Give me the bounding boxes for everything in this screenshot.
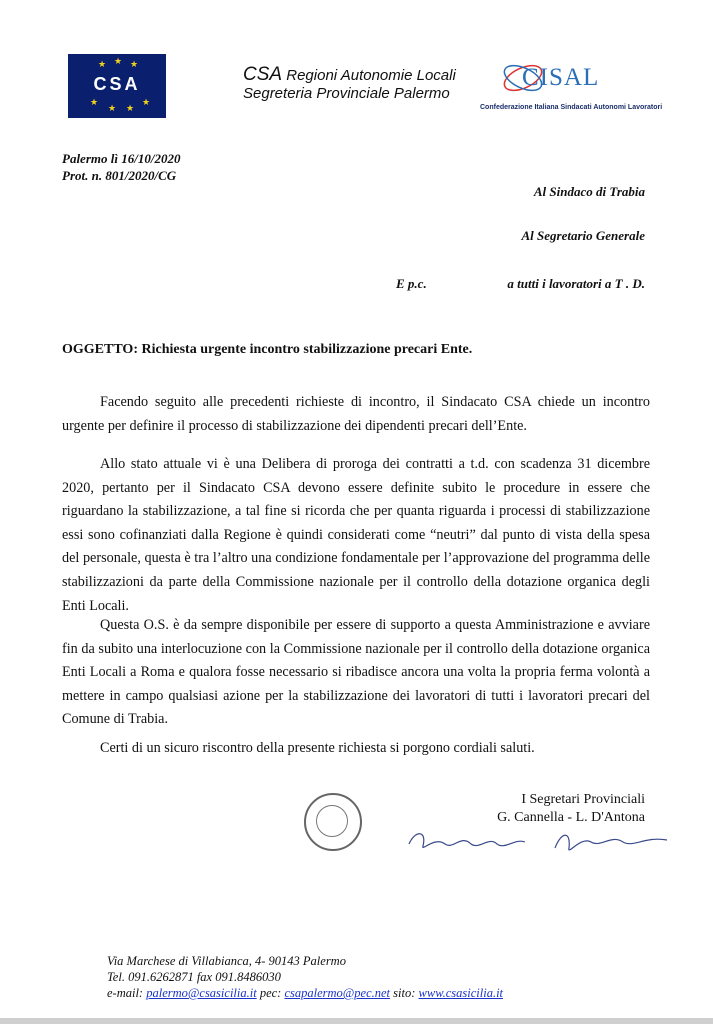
cc-label: E p.c. (396, 276, 427, 291)
org-title: CSA (243, 64, 283, 85)
org-title-rest: Regioni Autonomie Locali (282, 67, 456, 84)
signature-names: G. Cannella - L. D'Antona (497, 810, 645, 825)
body-paragraph-4: Certi di un sicuro riscontro della presente richiesta si porgono cordiali saluti. (100, 740, 535, 756)
star-icon: ★ (130, 59, 139, 69)
date-line: Palermo lì 16/10/2020 (62, 151, 181, 166)
recipient-workers: a tutti i lavoratori a T . D. (507, 276, 645, 291)
footer-address: Via Marchese di Villabianca, 4- 90143 Palermo (107, 954, 346, 968)
body-paragraph-3: Questa O.S. è da sempre disponibile per essere di supporto a questa Amministrazione e avviare fin da subito una interlocuzione con la Commissione nazionale per il controllo della dotazione organica Enti Locali a Roma e qualora fosse necessario si ribadisce ancora una volta la propria ferma volontà a mettere in campo qualsiasi azione per la stabilizzazione dei lavoratori di tutti i lavoratori precari del Comune di Trabia. (62, 617, 650, 728)
star-icon: ★ (108, 103, 117, 113)
csa-logo (68, 54, 166, 118)
subject-line: OGGETTO: Richiesta urgente incontro stabilizzazione precari Ente. (62, 342, 473, 357)
star-icon: ★ (114, 56, 123, 66)
signature-title: I Segretari Provinciali (521, 792, 645, 807)
website-link[interactable]: www.csasicilia.it (418, 986, 504, 1000)
footer-contacts: e-mail: palermo@csasicilia.it pec: csapalermo@pec.net sito: www.csasicilia.it (107, 986, 504, 1000)
page-edge (0, 1018, 713, 1024)
union-stamp (304, 793, 362, 851)
cisal-name: CISAL (522, 64, 600, 91)
recipient-mayor: Al Sindaco di Trabia (533, 184, 645, 199)
letter-meta (62, 150, 180, 184)
cisal-subtitle: Confederazione Italiana Sindacati Autonomi Lavoratori (480, 104, 663, 111)
protocol-line: Prot. n. 801/2020/CG (62, 168, 177, 183)
cisal-logo (478, 52, 668, 116)
email-link[interactable]: palermo@csasicilia.it (146, 986, 257, 1000)
pec-link[interactable]: csapalermo@pec.net (284, 986, 391, 1000)
footer-phone: Tel. 091.6262871 fax 091.8486030 (107, 970, 281, 984)
footer (107, 953, 503, 1001)
star-icon: ★ (90, 97, 99, 107)
star-icon: ★ (126, 103, 135, 113)
recipient-secretary: Al Segretario Generale (521, 228, 645, 243)
body-paragraph-1: Facendo seguito alle precedenti richieste di incontro, il Sindacato CSA chiede un incontro urgente per definire il processo di stabilizzazione dei dipendenti precari dell’Ente. (62, 394, 650, 434)
star-icon: ★ (142, 97, 151, 107)
handwritten-signature (405, 822, 675, 860)
csa-logo-text: CSA (93, 74, 141, 94)
org-header (243, 66, 456, 103)
star-icon: ★ (98, 59, 107, 69)
body-paragraph-2: Allo stato attuale vi è una Delibera di proroga dei contratti a t.d. con scadenza 31 dicembre 2020, pertanto per il Sindacato CSA devono essere definite subito le procedure in essere che riguardano la stabilizzazione, a tal fine si ricorda che per quanta riguarda i processi di stabilizzazione essi sono cofinanziati dalla Regione è quindi considerati come “neutri” dal punto di vista della spesa del personale, questa è tra l’altro una condizione fondamentale per l’approvazione del programma delle stabilizzazioni da parte della Commissione nazionale per il controllo della dotazione organica degli Enti Locali. (62, 456, 650, 614)
org-subtitle: Segreteria Provinciale Palermo (243, 85, 450, 102)
